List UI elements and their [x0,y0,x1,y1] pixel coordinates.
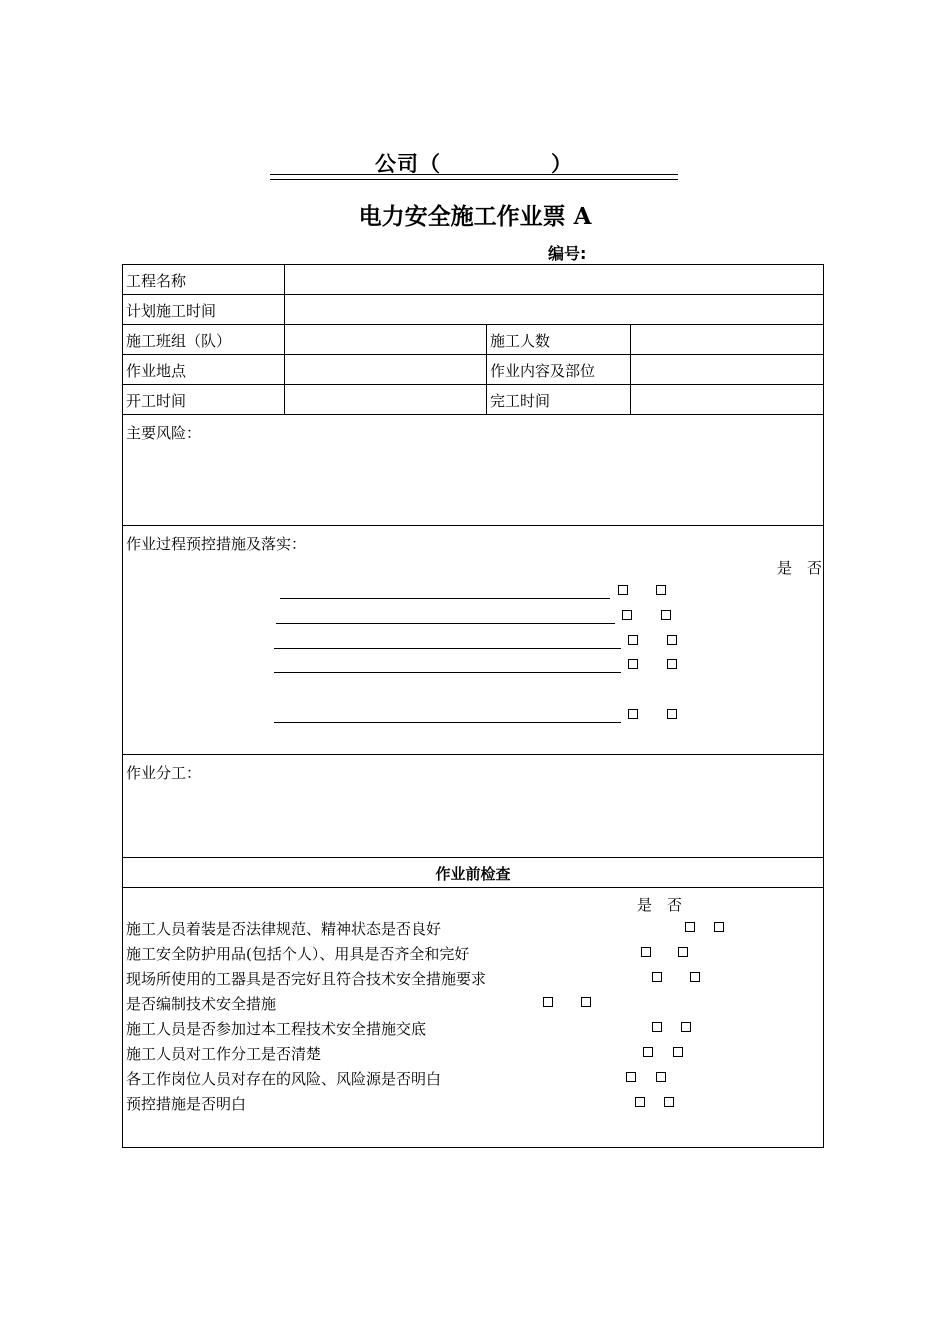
measure-line [274,648,621,649]
precheck-yes-checkbox[interactable] [641,947,651,957]
measure-yes-checkbox[interactable] [622,610,632,620]
work-division-label: 作业分工： [126,764,202,782]
row-divider [122,857,824,858]
precheck-item: 现场所使用的工器具是否完好且符合技术安全措施要求 [126,970,487,988]
team-label: 施工班组（队） [126,332,232,350]
precheck-yes-no-header: 是 否 [637,896,683,914]
precheck-no-checkbox[interactable] [678,947,688,957]
precheck-yes-checkbox[interactable] [652,1022,662,1032]
main-risk-label: 主要风险： [126,424,202,442]
precheck-heading: 作业前检查 [435,865,511,883]
row-divider [122,525,824,526]
precheck-no-checkbox[interactable] [681,1022,691,1032]
precheck-no-checkbox[interactable] [664,1097,674,1107]
company-name: 公司（ ） [375,152,573,176]
table-border-left [122,264,123,1148]
precheck-yes-checkbox[interactable] [652,972,662,982]
row-divider [122,887,824,888]
precheck-item: 是否编制技术安全措施 [126,995,277,1013]
measure-yes-checkbox[interactable] [628,635,638,645]
measure-no-checkbox[interactable] [667,635,677,645]
measures-label: 作业过程预控措施及落实： [126,535,307,553]
measure-yes-checkbox[interactable] [618,585,628,595]
measure-line [274,672,621,673]
precheck-item: 施工人员是否参加过本工程技术安全措施交底 [126,1020,427,1038]
table-border-bottom [122,1147,824,1148]
precheck-no-checkbox[interactable] [714,922,724,932]
precheck-yes-checkbox[interactable] [626,1072,636,1082]
precheck-no-checkbox[interactable] [581,997,591,1007]
measure-yes-checkbox[interactable] [628,659,638,669]
end-time-label: 完工时间 [490,392,551,410]
precheck-no-checkbox[interactable] [690,972,700,982]
precheck-no-checkbox[interactable] [656,1072,666,1082]
table-border-top [122,264,824,265]
column-divider [486,324,487,414]
precheck-yes-checkbox[interactable] [543,997,553,1007]
row-divider [122,324,824,325]
row-divider [122,754,824,755]
row-divider [122,414,824,415]
measure-no-checkbox[interactable] [656,585,666,595]
location-label: 作业地点 [126,362,187,380]
precheck-item: 预控措施是否明白 [126,1095,247,1113]
row-divider [122,384,824,385]
start-time-label: 开工时间 [126,392,187,410]
row-divider [122,294,824,295]
measure-no-checkbox[interactable] [667,659,677,669]
serial-number-label: 编号: [548,244,587,263]
precheck-item: 施工人员着装是否法律规范、精神状态是否良好 [126,920,442,938]
measure-line [280,598,610,599]
precheck-item: 施工安全防护用品(包括个人）、用具是否齐全和完好 [126,945,470,963]
measure-line [276,623,615,624]
measure-yes-checkbox[interactable] [628,709,638,719]
precheck-no-checkbox[interactable] [673,1047,683,1057]
precheck-item: 各工作岗位人员对存在的风险、风险源是否明白 [126,1070,442,1088]
planned-time-label: 计划施工时间 [126,302,217,320]
company-underline [270,174,678,180]
project-name-label: 工程名称 [126,272,187,290]
measures-yes-no-header: 是 否 [777,559,823,577]
measure-no-checkbox[interactable] [661,610,671,620]
column-divider [630,324,631,414]
work-content-label: 作业内容及部位 [490,362,596,380]
precheck-item: 施工人员对工作分工是否清楚 [126,1045,322,1063]
headcount-label: 施工人数 [490,332,551,350]
table-border-right [823,264,824,1148]
page-title: 电力安全施工作业票 A [358,203,592,230]
measure-line [274,722,621,723]
column-divider [284,264,285,414]
precheck-yes-checkbox[interactable] [685,922,695,932]
row-divider [122,354,824,355]
precheck-yes-checkbox[interactable] [643,1047,653,1057]
precheck-yes-checkbox[interactable] [635,1097,645,1107]
measure-no-checkbox[interactable] [667,709,677,719]
